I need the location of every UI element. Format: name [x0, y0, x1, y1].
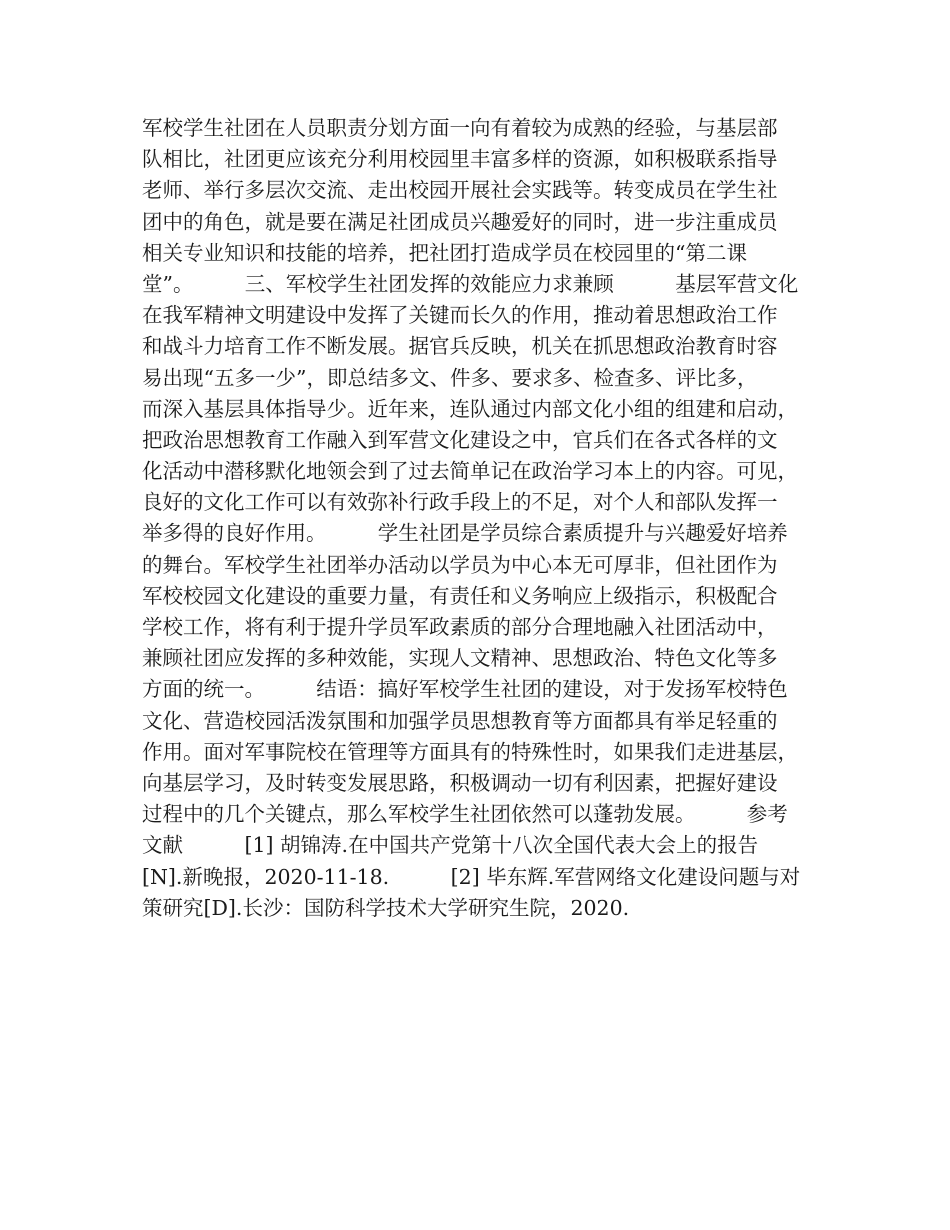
text-line: 化活动中潜移默化地领会到了过去简单记在政治学习本上的内容。可见，: [142, 459, 798, 484]
text-line: 向基层学习，及时转变发展思路，积极调动一切有利因素，把握好建设: [142, 770, 778, 795]
text-line: 易出现“五多一少”，即总结多文、件多、要求多、检查多、评比多，: [142, 365, 758, 390]
text-line: 的舞台。军校学生社团举办活动以学员为中心本无可厚非，但社团作为: [142, 552, 778, 577]
text-line: 文化、营造校园活泼氛围和加强学员思想教育等方面都具有举足轻重的: [142, 708, 778, 733]
text-line: 老师、举行多层次交流、走出校园开展社会实践等。转变成员在学生社: [142, 178, 778, 203]
text-line: 而深入基层具体指导少。近年来，连队通过内部文化小组的组建和启动，: [142, 396, 798, 421]
text-line: 文献 [1] 胡锦涛.在中国共产党第十八次全国代表大会上的报告: [142, 833, 759, 858]
text-line: 兼顾社团应发挥的多种效能，实现人文精神、思想政治、特色文化等多: [142, 646, 778, 671]
body-text: [142, 113, 832, 924]
text-line: 举多得的良好作用。 学生社团是学员综合素质提升与兴趣爱好培养: [142, 521, 788, 546]
text-line: 学校工作，将有利于提升学员军政素质的部分合理地融入社团活动中，: [142, 615, 778, 639]
text-line: 作用。面对军事院校在管理等方面具有的特殊性时，如果我们走进基层，: [142, 739, 798, 764]
text-line: 队相比，社团更应该充分利用校园里丰富多样的资源，如积极联系指导: [142, 147, 778, 172]
text-line: 在我军精神文明建设中发挥了关键而长久的作用，推动着思想政治工作: [142, 303, 778, 328]
text-line: 方面的统一。 结语：搞好军校学生社团的建设，对于发扬军校特色: [142, 677, 788, 702]
text-line: 过程中的几个关键点，那么军校学生社团依然可以蓬勃发展。 参考: [142, 802, 788, 827]
text-line: 军校校园文化建设的重要力量，有责任和义务响应上级指示，积极配合: [142, 583, 778, 608]
text-line: 军校学生社团在人员职责分划方面一向有着较为成熟的经验，与基层部: [142, 116, 778, 140]
text-line: 良好的文化工作可以有效弥补行政手段上的不足，对个人和部队发挥一: [142, 490, 778, 515]
text-line: 团中的角色，就是要在满足社团成员兴趣爱好的同时，进一步注重成员: [142, 209, 778, 234]
text-line: 策研究[D].长沙：国防科学技术大学研究生院，2020.: [142, 895, 630, 920]
text-line: 和战斗力培育工作不断发展。据官兵反映，机关在抓思想政治教育时容: [142, 334, 778, 359]
text-line: [N].新晚报，2020-11-18. [2] 毕东辉.军营网络文化建设问题与对: [142, 864, 801, 889]
text-line: 把政治思想教育工作融入到军营文化建设之中，官兵们在各式各样的文: [142, 427, 778, 452]
text-line: 相关专业知识和技能的培养，把社团打造成学员在校园里的“第二课: [142, 240, 747, 265]
text-line: 堂”。 三、军校学生社团发挥的效能应力求兼顾 基层军营文化: [142, 271, 799, 296]
